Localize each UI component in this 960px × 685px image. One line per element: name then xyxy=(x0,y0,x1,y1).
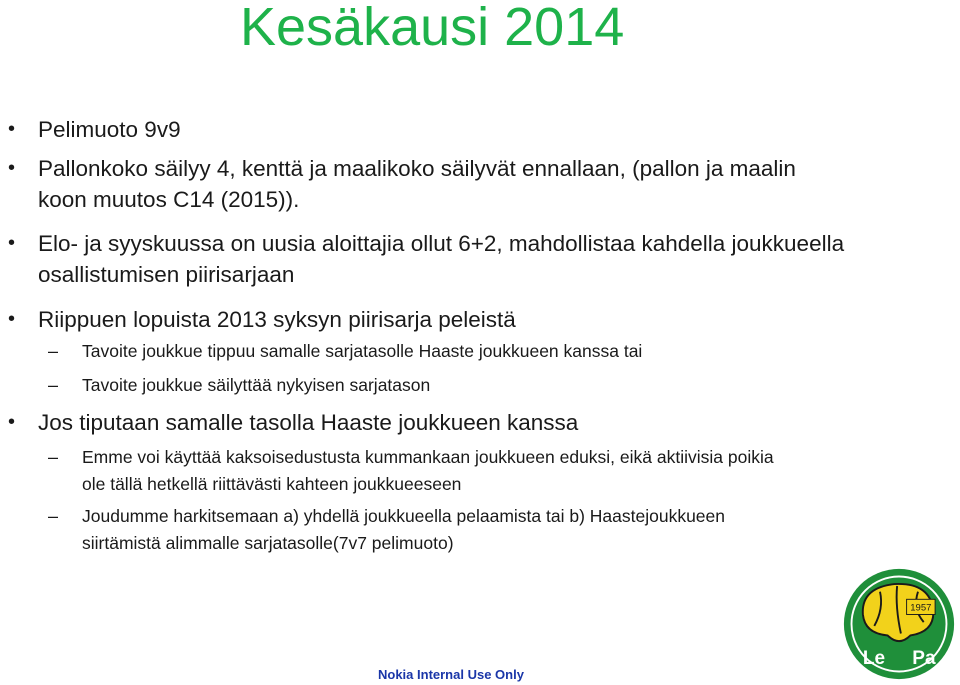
sub-bullet-item: – Tavoite joukkue säilyttää nykyisen sarjatason xyxy=(82,372,802,399)
bullet-item: • Pallonkoko säilyy 4, kenttä ja maalikoko säilyvät ennallaan, (pallon ja maalin koon muutos C14 (2015)). xyxy=(38,153,848,215)
logo-right-text: Pa xyxy=(912,647,936,669)
slide-title: Kesäkausi 2014 xyxy=(240,0,625,57)
logo-left-text: Le xyxy=(862,647,886,669)
sub-bullet-item: – Joudumme harkitsemaan a) yhdellä joukkueella pelaamista tai b) Haastejoukkueen siirtämistä alimmalle sarjatasolle(7v7 pelimuoto) xyxy=(82,503,742,557)
lepa-logo-icon xyxy=(842,567,956,681)
bullet-item: • Pelimuoto 9v9 xyxy=(38,114,848,145)
bullet-item: • Elo- ja syyskuussa on uusia aloittajia ollut 6+2, mahdollistaa kahdella joukkueella osallistumisen piirisarjaan xyxy=(38,228,848,290)
sub-bullet-item: – Tavoite joukkue tippuu samalle sarjatasolle Haaste joukkueen kanssa tai xyxy=(82,338,802,365)
bullet-item: • Jos tiputaan samalle tasolla Haaste joukkueen kanssa xyxy=(38,407,848,438)
sub-bullet-item: – Emme voi käyttää kaksoisedustusta kummankaan joukkueen eduksi, eikä aktiivisia poikia ole tällä hetkellä riittävästi kahteen joukkueeseen xyxy=(82,444,782,498)
bullet-item: • Riippuen lopuista 2013 syksyn piirisarja peleistä xyxy=(38,304,848,335)
logo-year: 1957 xyxy=(910,602,932,614)
footer-text: Nokia Internal Use Only xyxy=(378,667,524,682)
